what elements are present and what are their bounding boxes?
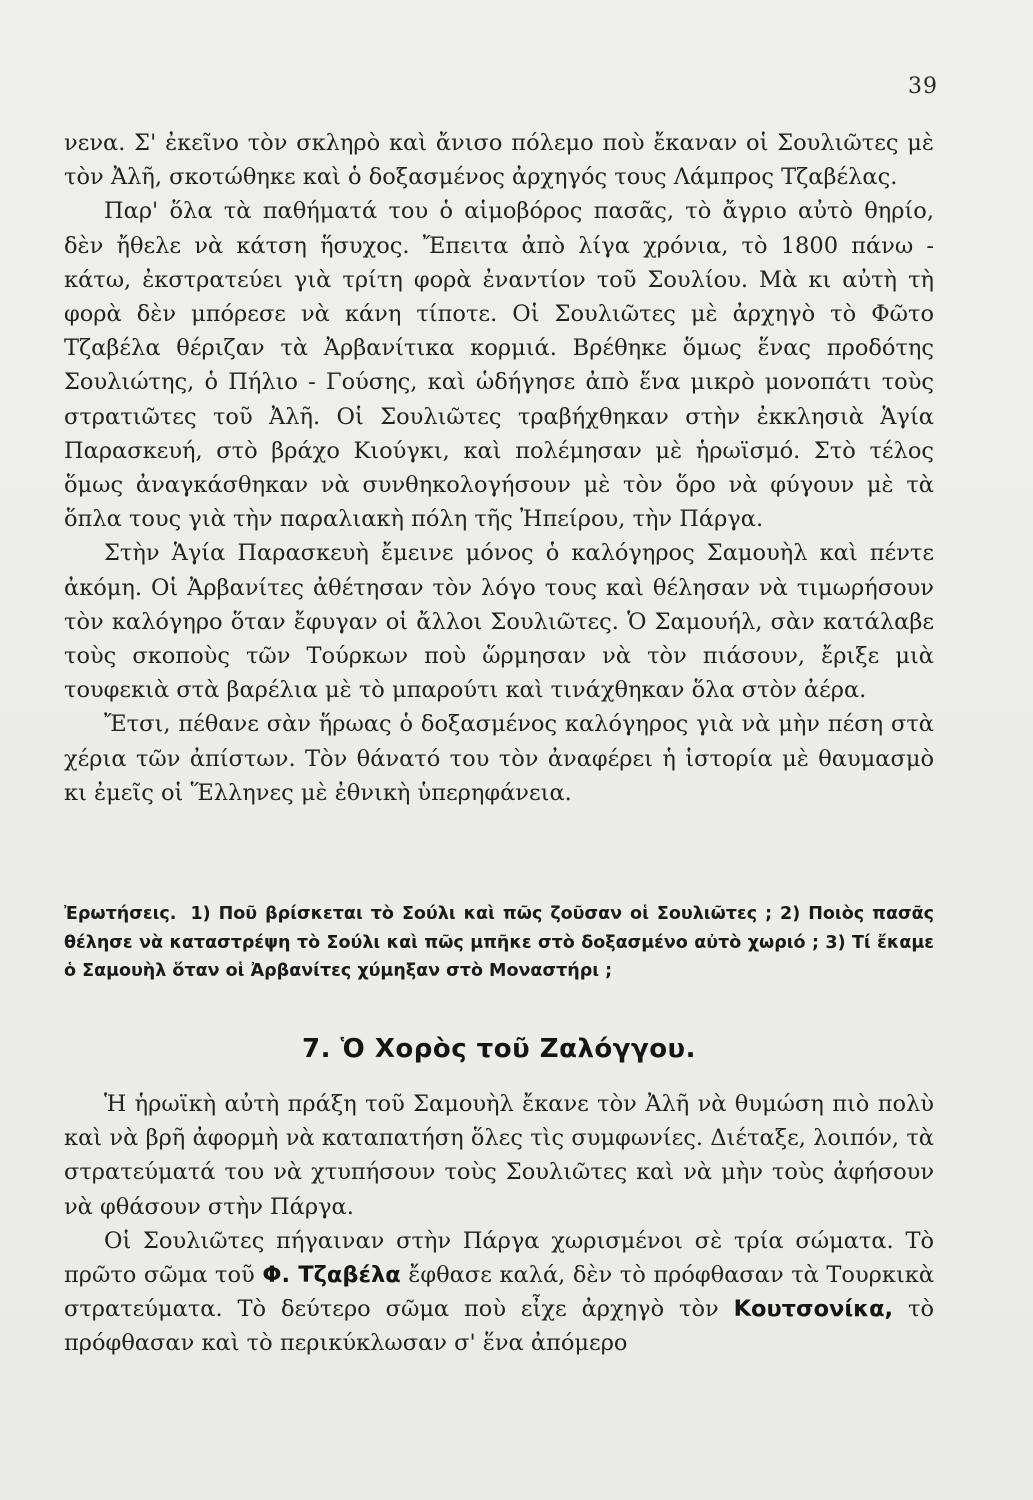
section-paragraph-2-part-b: ἔφθασε καλά, δὲν τὸ πρόφθασαν τὰ Τουρκικὰ στρατεύματα. Τὸ δεύτερο σῶμα ποὺ εἶχε ἀρχηγὸ τὸν (64, 1262, 935, 1323)
name-koutsonikas: Κουτσονίκα, (733, 1296, 894, 1323)
section-paragraph-2 (64, 1224, 934, 1361)
review-questions (64, 900, 934, 986)
questions-text: 1) Ποῦ βρίσκεται τὸ Σούλι καὶ πῶς ζοῦσαν οἱ Σουλιῶτες ; 2) Ποιὸς πασᾶς θέλησε νὰ καταστρέψη τὸ Σούλι καὶ πῶς μπῆκε στὸ δοξασμένο αὐτὸ χωριό ; 3) Τί ἔκαμε ὁ Σαμουὴλ ὅταν οἱ Ἀρβανίτες χύμηξαν στὸ Μοναστήρι ; (64, 904, 934, 981)
questions-label: Ἐρωτήσεις. (64, 904, 177, 924)
body-text (64, 126, 934, 810)
page-number: 39 (908, 74, 938, 99)
section-paragraph-1: Ἡ ἡρωϊκὴ αὐτὴ πράξη τοῦ Σαμουὴλ ἔκανε τὸν Ἀλῆ νὰ θυμώση πιὸ πολὺ καὶ νὰ βρῆ ἀφορμὴ νὰ καταπατήση ὅλες τὶς συμφωνίες. Διέταξε, λοιπόν, τὰ στρατεύματά του νὰ χτυπήσουν τοὺς Σουλιῶτες καὶ νὰ μὴν τοὺς ἀφήσουν νὰ φθάσουν στὴν Πάργα. (64, 1091, 934, 1220)
name-tzavelas: Φ. Τζαβέλα (262, 1262, 401, 1289)
paragraph-ali-campaign: Παρ' ὅλα τὰ παθήματά του ὁ αἱμοβόρος πασᾶς, τὸ ἄγριο αὐτὸ θηρίο, δὲν ἤθελε νὰ κάτση ἥσυχος. Ἔπειτα ἀπὸ λίγα χρόνια, τὸ 1800 πάνω - κάτω, ἐκστρατεύει γιὰ τρίτη φορὰ ἐναντίον τοῦ Σουλίου. Μὰ κι αὐτὴ τὴ φορὰ δὲν μπόρεσε νὰ κάνη τίποτε. Οἱ Σουλιῶτες μὲ ἀρχηγὸ τὸ Φῶτο Τζαβέλα θέριζαν τὰ Ἀρβανίτικα κορμιά. Βρέθηκε ὅμως ἕνας προδότης Σουλιώτης, ὁ Πήλιο - Γούσης, καὶ ὡδήγησε ἀπὸ ἕνα μικρὸ μονοπάτι τοὺς στρατιῶτες τοῦ Ἀλῆ. Οἱ Σουλιῶτες τραβήχθηκαν στὴν ἐκκλησιὰ Ἁγία Παρασκευή, στὸ βράχο Κιούγκι, καὶ πολέμησαν μὲ ἡρωϊσμό. Στὸ τέλος ὅμως ἀναγκάσθηκαν νὰ συνθηκολογήσουν μὲ τὸν ὅρο νὰ φύγουν μὲ τὰ ὅπλα τους γιὰ τὴν παραλιακὴ πόλη τῆς Ἠπείρου, τὴν Πάργα. (64, 198, 934, 533)
paragraph-hero-death: Ἔτσι, πέθανε σὰν ἥρωας ὁ δοξασμένος καλόγηρος γιὰ νὰ μὴν πέση στὰ χέρια τῶν ἀπίστων. Τὸν θάνατό του τὸν ἀναφέρει ἡ ἱστορία μὲ θαυμασμὸ κι ἐμεῖς οἱ Ἕλληνες μὲ ἐθνικὴ ὑπερηφάνεια. (64, 711, 934, 806)
paragraph-continuation: νενα. Σ' ἐκεῖνο τὸν σκληρὸ καὶ ἄνισο πόλεμο ποὺ ἔκαναν οἱ Σουλιῶτες μὲ τὸν Ἀλῆ, σκοτώθηκε καὶ ὁ δοξασμένος ἀρχηγός τους Λάμπρος Τζαβέλας. (64, 130, 934, 191)
section-paragraph-2-part-a: Οἱ Σουλιῶτες πήγαιναν στὴν Πάργα χωρισμένοι σὲ τρία σώματα. Τὸ πρῶτο σῶμα τοῦ (64, 1227, 934, 1289)
section-body-text (64, 1087, 934, 1361)
section-paragraph-2-part-c: τὸ πρόφθασαν καὶ τὸ περικύκλωσαν σ' ἕνα ἀπόμερο (64, 1296, 935, 1357)
paragraph-samuel: Στὴν Ἁγία Παρασκευὴ ἔμεινε μόνος ὁ καλόγηρος Σαμουὴλ καὶ πέντε ἀκόμη. Οἱ Ἀρβανίτες ἀθέτησαν τὸν λόγο τους καὶ θέλησαν νὰ τιμωρήσουν τὸν καλόγηρο ὅταν ἔφυγαν οἱ ἄλλοι Σουλιῶτες. Ὁ Σαμουήλ, σὰν κατάλαβε τοὺς σκοποὺς τῶν Τούρκων ποὺ ὥρμησαν νὰ τὸν πιάσουν, ἔριξε μιὰ τουφεκιὰ στὰ βαρέλια μὲ τὸ μπαρούτι καὶ τινάχθηκαν ὅλα στὸν ἀέρα. (64, 540, 934, 704)
section-title: 7. Ὁ Χορὸς τοῦ Ζαλόγγου. (302, 1034, 696, 1064)
